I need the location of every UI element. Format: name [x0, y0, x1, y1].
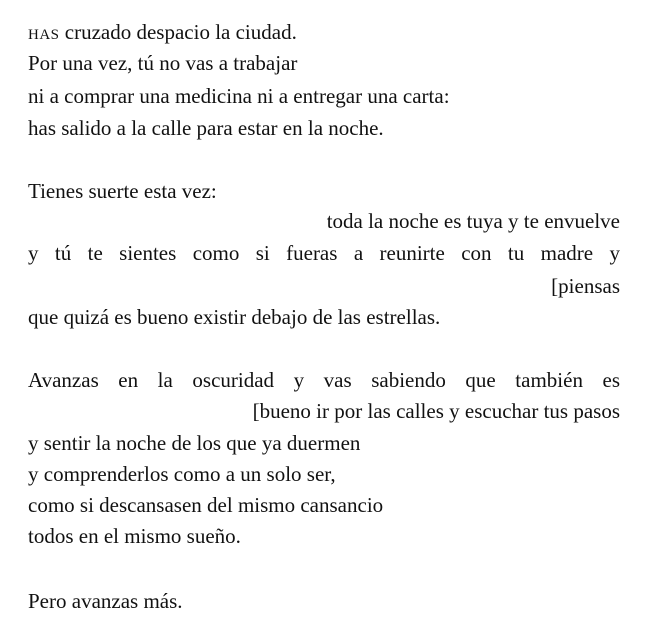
- poem-line: Pero avanzas más.: [28, 589, 183, 613]
- poem-line: que quizá es bueno existir debajo de las estrellas.: [28, 305, 441, 329]
- poem-line: Avanzas en la oscuridad y vas sabiendo que también es: [28, 368, 620, 392]
- poem-line: y sentir la noche de los que ya duermen: [28, 431, 361, 455]
- poem-line: ni a comprar una medicina ni a entregar una carta:: [28, 84, 450, 108]
- poem-line: y comprenderlos como a un solo ser,: [28, 462, 336, 486]
- poem-line-continuation: [bueno ir por las calles y escuchar tus pasos: [252, 399, 620, 423]
- poem-line-continuation: [piensas: [551, 274, 620, 298]
- poem-opening-word: has: [28, 20, 60, 44]
- poem-line: todos en el mismo sueño.: [28, 524, 241, 548]
- poem-line: como si descansasen del mismo cansancio: [28, 493, 384, 517]
- poem-line: Tienes suerte esta vez:: [28, 179, 217, 203]
- poem-line: [28, 17, 297, 48]
- poem-line-text: cruzado despacio la ciudad.: [59, 20, 297, 44]
- poem-line: y tú te sientes como si fueras a reunirte con tu madre y: [28, 241, 620, 265]
- poem-line: has salido a la calle para estar en la noche.: [28, 116, 384, 140]
- poem-line: Por una vez, tú no vas a trabajar: [28, 51, 298, 75]
- poem-line-indented: toda la noche es tuya y te envuelve: [326, 209, 620, 233]
